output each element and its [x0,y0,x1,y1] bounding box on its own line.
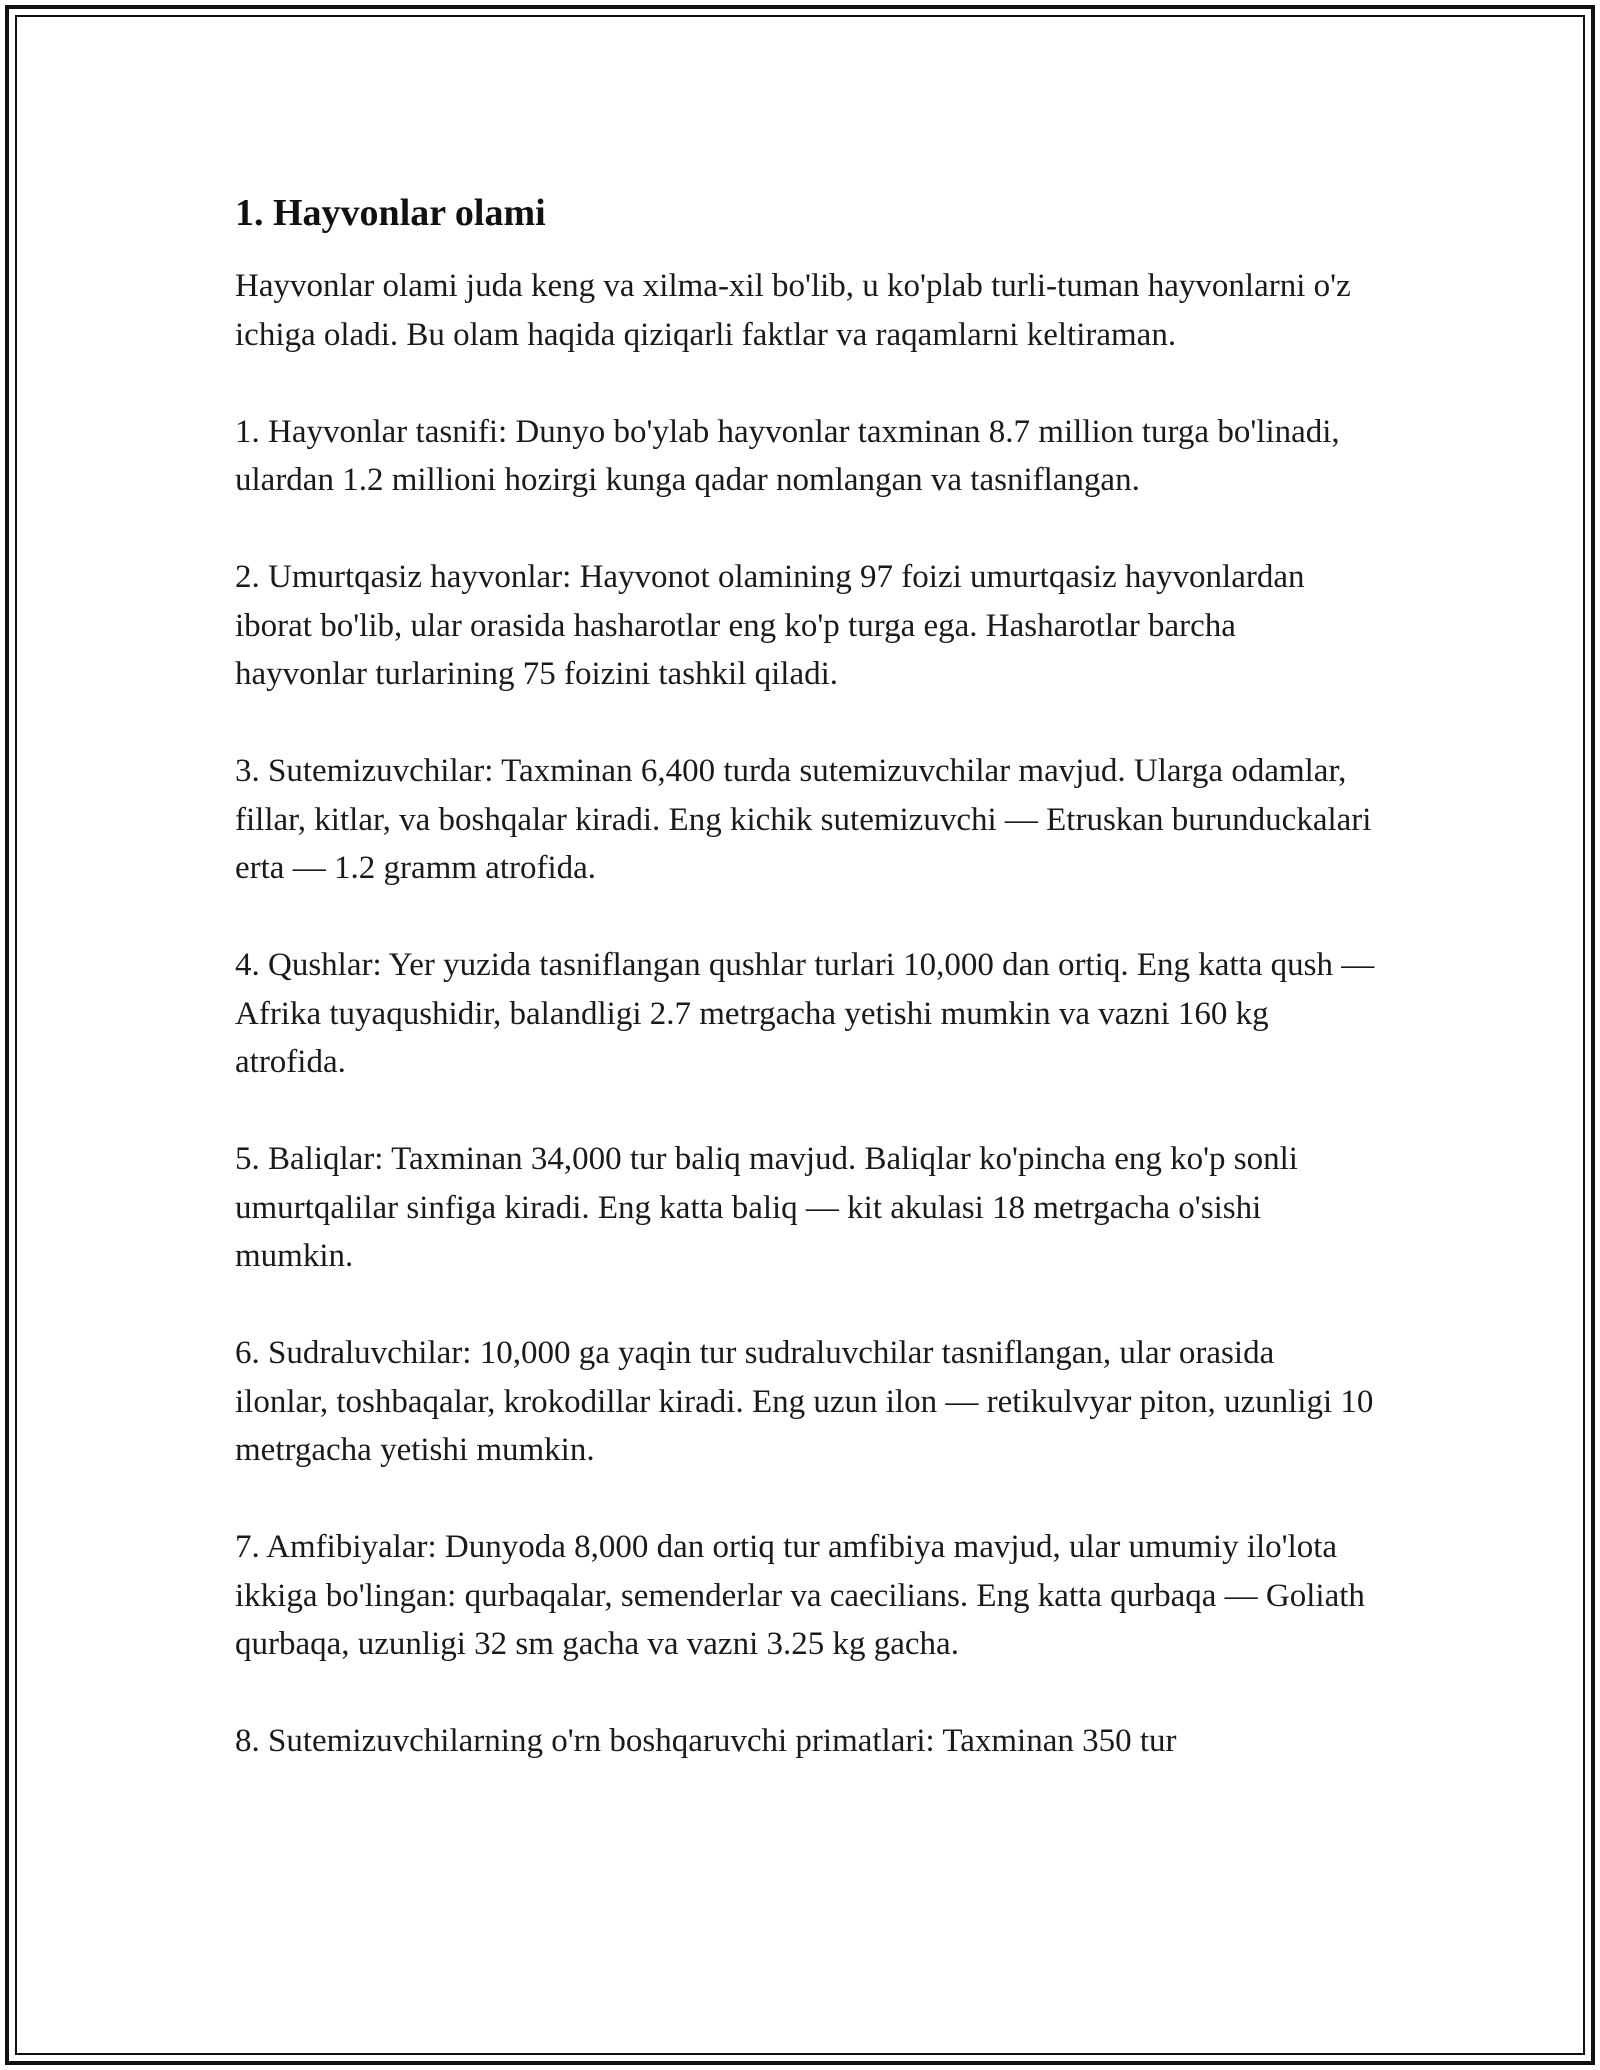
paragraph-birds: 4. Qushlar: Yer yuzida tasniflangan qushlar turlari 10,000 dan ortiq. Eng katta qush — Afrika tuyaqushidir, balandligi 2.7 metrgacha yetishi mumkin va vazni 160 kg atrofida. [235,947,1375,1080]
intro-paragraph: Hayvonlar olami juda keng va xilma-xil bo'lib, u ko'plab turli-tuman hayvonlarni o'z ichiga oladi. Bu olam haqida qiziqarli faktlar va raqamlarni keltiraman. [235,268,1351,353]
paragraph-invertebrates: 2. Umurtqasiz hayvonlar: Hayvonot olamining 97 foizi umurtqasiz hayvonlardan iborat bo'lib, ular orasida hasharotlar eng ko'p turga ega. Hasharotlar barcha hayvonlar turlarining 75 foizini tashkil qiladi. [235,559,1305,692]
section-heading: 1. Hayvonlar olami [235,192,546,234]
paragraph-reptiles: 6. Sudraluvchilar: 10,000 ga yaqin tur sudraluvchilar tasniflangan, ular orasida ilonlar, toshbaqalar, krokodillar kiradi. Eng uzun ilon — retikulvyar piton, uzunligi 10 metrgacha yetishi mumkin. [235,1335,1374,1468]
paragraph-mammals: 3. Sutemizuvchilar: Taxminan 6,400 turda sutemizuvchilar mavjud. Ularga odamlar, fillar, kitlar, va boshqalar kiradi. Eng kichik sutemizuvchi — Etruskan burunduckalari erta — 1.2 gramm atrofida. [235,753,1372,886]
paragraph-classification: 1. Hayvonlar tasnifi: Dunyo bo'ylab hayvonlar taxminan 8.7 million turga bo'linadi, ulardan 1.2 millioni hozirgi kunga qadar nomlangan va tasniflangan. [235,413,1340,498]
paragraph-fish: 5. Baliqlar: Taxminan 34,000 tur baliq mavjud. Baliqlar ko'pincha eng ko'p sonli umurtqalilar sinfiga kiradi. Eng katta baliq — kit akulasi 18 metrgacha o'sishi mumkin. [235,1141,1298,1274]
paragraph-amphibians: 7. Amfibiyalar: Dunyoda 8,000 dan ortiq tur amfibiya mavjud, ular umumiy ilo'lota ikkiga bo'lingan: qurbaqalar, semenderlar va caecilians. Eng katta qurbaqa — Goliath qurbaqa, uzunligi 32 sm gacha va vazni 3.25 kg gacha. [235,1529,1365,1662]
paragraph-primates: 8. Sutemizuvchilarning o'rn boshqaruvchi primatlari: Taxminan 350 tur [235,1723,1177,1759]
document-body [235,188,1375,1766]
